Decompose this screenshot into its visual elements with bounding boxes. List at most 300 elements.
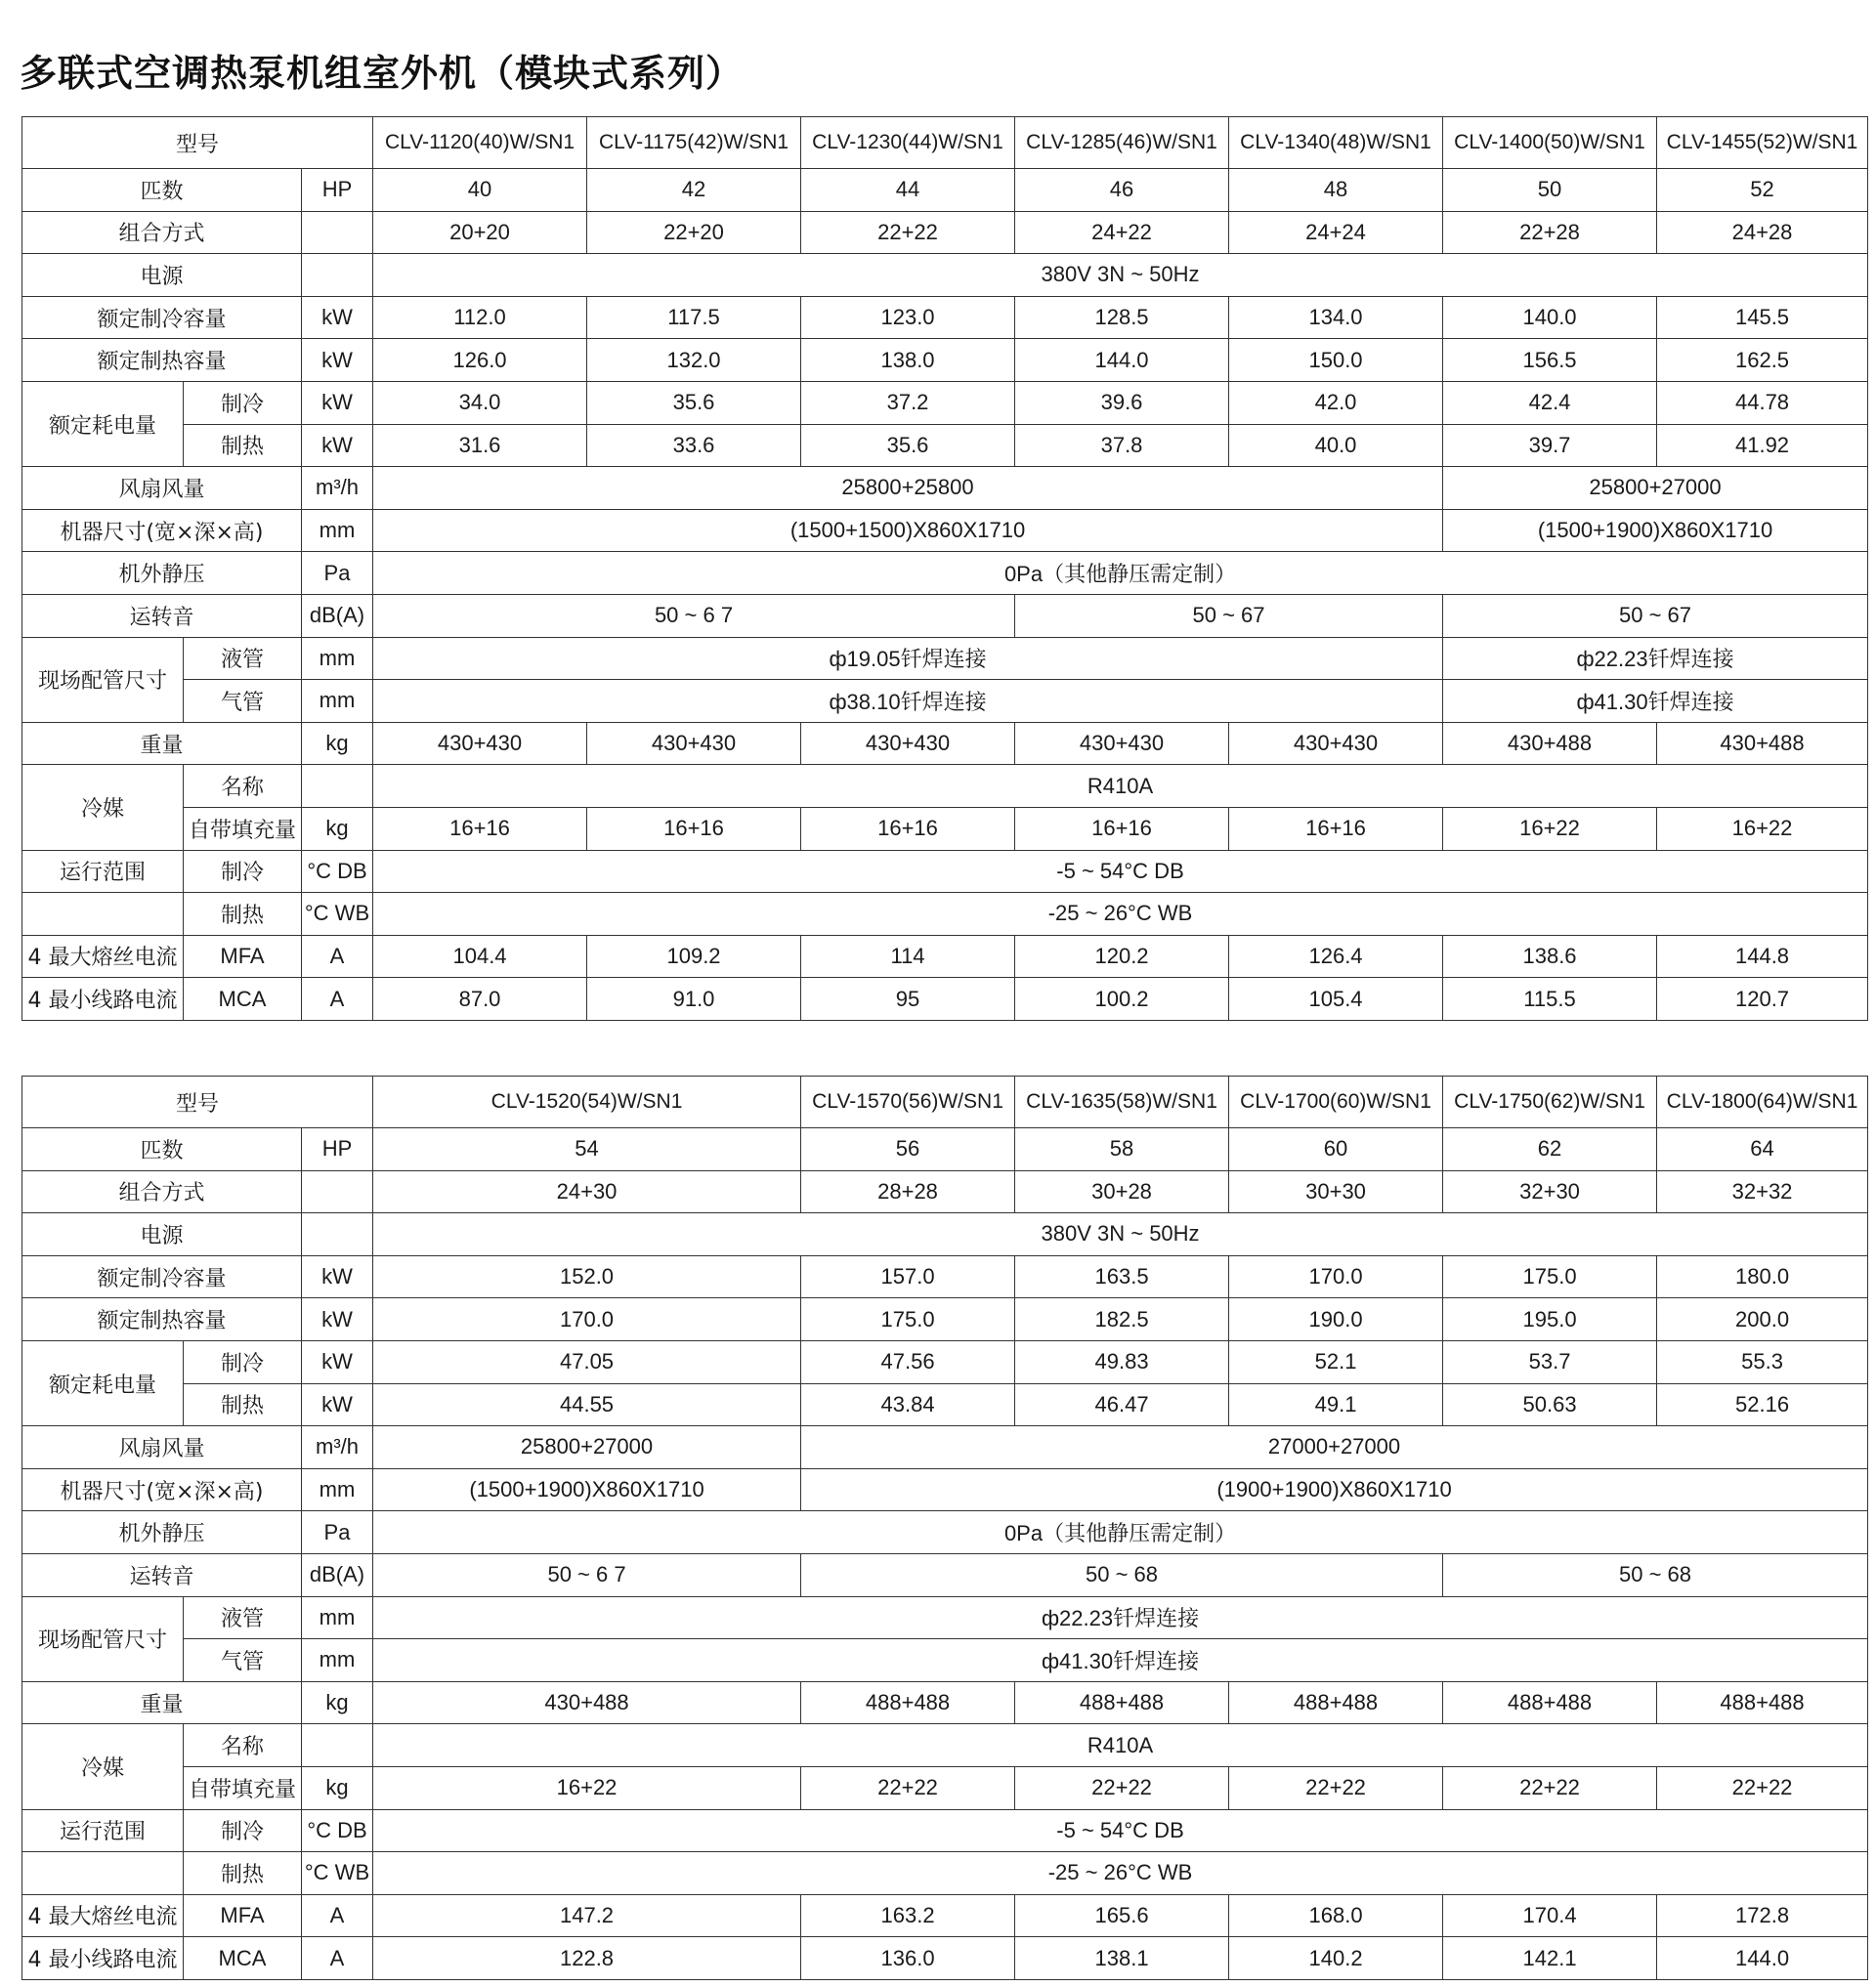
value-cell: 175.0 bbox=[1443, 1255, 1657, 1298]
table-row-power bbox=[22, 254, 1868, 297]
value-cell: 47.56 bbox=[801, 1340, 1015, 1383]
unit-cell: mm bbox=[302, 1596, 373, 1639]
value-cell: 41.92 bbox=[1657, 424, 1868, 467]
value-cell: 182.5 bbox=[1015, 1298, 1229, 1341]
table-row-heat-power bbox=[22, 1383, 1868, 1426]
sub-label-gas: 气管 bbox=[184, 680, 302, 723]
value-cell: 430+488 bbox=[373, 1681, 801, 1724]
sub-label-charge: 自带填充量 bbox=[184, 807, 302, 850]
sub-label-ref-name: 名称 bbox=[184, 765, 302, 808]
model-cell: CLV-1635(58)W/SN1 bbox=[1015, 1077, 1229, 1128]
value-cell: 430+430 bbox=[373, 722, 587, 765]
value-cell: 39.6 bbox=[1015, 381, 1229, 424]
value-cell: 46.47 bbox=[1015, 1383, 1229, 1426]
value-cell: 180.0 bbox=[1657, 1255, 1868, 1298]
value-cell: 126.0 bbox=[373, 339, 587, 382]
row-label-hp: 匹数 bbox=[22, 1128, 302, 1171]
value-cell: 95 bbox=[801, 978, 1015, 1021]
unit-cell: A bbox=[302, 935, 373, 978]
value-cell: 16+22 bbox=[373, 1766, 801, 1809]
value-cell: 44 bbox=[801, 169, 1015, 212]
row-label-size: 机器尺寸(宽×深×高) bbox=[22, 509, 302, 552]
value-cell: 22+20 bbox=[587, 211, 801, 254]
value-cell: 31.6 bbox=[373, 424, 587, 467]
table-row-range-heat bbox=[22, 1852, 1868, 1895]
sub-label-charge: 自带填充量 bbox=[184, 1766, 302, 1809]
value-cell: (1500+1500)X860X1710 bbox=[373, 509, 1443, 552]
model-cell: CLV-1285(46)W/SN1 bbox=[1015, 117, 1229, 169]
value-cell: -25 ~ 26°C WB bbox=[373, 893, 1868, 936]
row-label-refrigerant: 冷媒 bbox=[22, 1724, 184, 1809]
value-cell: 0Pa（其他静压需定制） bbox=[373, 1511, 1868, 1554]
table-row-range-cool bbox=[22, 1809, 1868, 1852]
value-cell: ф19.05钎焊连接 bbox=[373, 637, 1443, 680]
value-cell: ф41.30钎焊连接 bbox=[373, 1639, 1868, 1682]
unit-cell: °C WB bbox=[302, 1852, 373, 1895]
value-cell: 91.0 bbox=[587, 978, 801, 1021]
value-cell: 53.7 bbox=[1443, 1340, 1657, 1383]
value-cell: 126.4 bbox=[1229, 935, 1443, 978]
value-cell: (1500+1900)X860X1710 bbox=[373, 1468, 801, 1511]
value-cell: 488+488 bbox=[1229, 1681, 1443, 1724]
unit-cell: kW bbox=[302, 381, 373, 424]
table-row-weight bbox=[22, 1681, 1868, 1724]
value-cell: 104.4 bbox=[373, 935, 587, 978]
row-label-power: 电源 bbox=[22, 1213, 302, 1256]
unit-cell: kW bbox=[302, 1383, 373, 1426]
row-label-combo: 组合方式 bbox=[22, 1170, 302, 1213]
table-row-cool-capacity bbox=[22, 296, 1868, 339]
value-cell: 22+22 bbox=[1015, 1766, 1229, 1809]
model-cell: CLV-1520(54)W/SN1 bbox=[373, 1077, 801, 1128]
unit-cell: kW bbox=[302, 296, 373, 339]
value-cell: (1500+1900)X860X1710 bbox=[1443, 509, 1868, 552]
value-cell: 50 ~ 6 7 bbox=[373, 1553, 801, 1596]
value-cell: 24+24 bbox=[1229, 211, 1443, 254]
value-cell: 488+488 bbox=[1657, 1681, 1868, 1724]
value-cell: 25800+27000 bbox=[373, 1426, 801, 1469]
unit-cell: kg bbox=[302, 807, 373, 850]
value-cell: 114 bbox=[801, 935, 1015, 978]
value-cell: 430+488 bbox=[1657, 722, 1868, 765]
sub-label-gas: 气管 bbox=[184, 1639, 302, 1682]
row-label-hp: 匹数 bbox=[22, 169, 302, 212]
sub-label-heat: 制热 bbox=[184, 424, 302, 467]
sub-label-liquid: 液管 bbox=[184, 637, 302, 680]
unit-cell: Pa bbox=[302, 1511, 373, 1554]
row-label-heat-capacity: 额定制热容量 bbox=[22, 1298, 302, 1341]
value-cell: 145.5 bbox=[1657, 296, 1868, 339]
table-row-liquid-pipe bbox=[22, 1596, 1868, 1639]
table-row-power bbox=[22, 1213, 1868, 1256]
value-cell: 134.0 bbox=[1229, 296, 1443, 339]
value-cell: 50 ~ 67 bbox=[1015, 594, 1443, 637]
table-row-static bbox=[22, 552, 1868, 595]
value-cell: 142.1 bbox=[1443, 1937, 1657, 1980]
value-cell: 52.16 bbox=[1657, 1383, 1868, 1426]
unit-cell: kW bbox=[302, 1255, 373, 1298]
value-cell: 60 bbox=[1229, 1128, 1443, 1171]
value-cell: R410A bbox=[373, 1724, 1868, 1767]
unit-cell: °C WB bbox=[302, 893, 373, 936]
value-cell: 157.0 bbox=[801, 1255, 1015, 1298]
value-cell: 170.0 bbox=[1229, 1255, 1443, 1298]
row-label-noise: 运转音 bbox=[22, 1553, 302, 1596]
row-label-cool-capacity: 额定制冷容量 bbox=[22, 296, 302, 339]
row-label-power: 电源 bbox=[22, 254, 302, 297]
value-cell: 16+16 bbox=[373, 807, 587, 850]
row-label-empty bbox=[22, 1852, 184, 1895]
model-cell: CLV-1400(50)W/SN1 bbox=[1443, 117, 1657, 169]
value-cell: 50 bbox=[1443, 169, 1657, 212]
unit-cell: kg bbox=[302, 1681, 373, 1724]
value-cell: 22+28 bbox=[1443, 211, 1657, 254]
row-label-model: 型号 bbox=[22, 1077, 373, 1128]
value-cell: -25 ~ 26°C WB bbox=[373, 1852, 1868, 1895]
value-cell: 120.2 bbox=[1015, 935, 1229, 978]
model-cell: CLV-1230(44)W/SN1 bbox=[801, 117, 1015, 169]
table-row-mfa bbox=[22, 1894, 1868, 1937]
row-label-combo: 组合方式 bbox=[22, 211, 302, 254]
value-cell: 58 bbox=[1015, 1128, 1229, 1171]
value-cell: 168.0 bbox=[1229, 1894, 1443, 1937]
value-cell: 380V 3N ~ 50Hz bbox=[373, 1213, 1868, 1256]
unit-cell: °C DB bbox=[302, 1809, 373, 1852]
table-row-airflow bbox=[22, 1426, 1868, 1469]
value-cell: 138.6 bbox=[1443, 935, 1657, 978]
value-cell: 30+30 bbox=[1229, 1170, 1443, 1213]
value-cell: 55.3 bbox=[1657, 1340, 1868, 1383]
value-cell: 117.5 bbox=[587, 296, 801, 339]
value-cell: 165.6 bbox=[1015, 1894, 1229, 1937]
table-row-gas-pipe bbox=[22, 1639, 1868, 1682]
table-row-combo bbox=[22, 211, 1868, 254]
value-cell: 32+30 bbox=[1443, 1170, 1657, 1213]
unit-cell: mm bbox=[302, 509, 373, 552]
sub-label-mca: MCA bbox=[184, 978, 302, 1021]
value-cell: 62 bbox=[1443, 1128, 1657, 1171]
value-cell: R410A bbox=[373, 765, 1868, 808]
value-cell: 488+488 bbox=[1443, 1681, 1657, 1724]
unit-cell bbox=[302, 1170, 373, 1213]
value-cell: 140.2 bbox=[1229, 1937, 1443, 1980]
sub-label-cool: 制冷 bbox=[184, 381, 302, 424]
table-row-heat-capacity bbox=[22, 1298, 1868, 1341]
row-label-empty bbox=[22, 893, 184, 936]
table-row-cool-power bbox=[22, 1340, 1868, 1383]
value-cell: 40.0 bbox=[1229, 424, 1443, 467]
value-cell: 128.5 bbox=[1015, 296, 1229, 339]
table-row-liquid-pipe bbox=[22, 637, 1868, 680]
unit-cell: m³/h bbox=[302, 1426, 373, 1469]
value-cell: 144.0 bbox=[1657, 1937, 1868, 1980]
unit-cell bbox=[302, 765, 373, 808]
table-row-charge bbox=[22, 807, 1868, 850]
value-cell: 16+16 bbox=[587, 807, 801, 850]
value-cell: 170.4 bbox=[1443, 1894, 1657, 1937]
row-label-piping: 现场配管尺寸 bbox=[22, 637, 184, 722]
row-label-piping: 现场配管尺寸 bbox=[22, 1596, 184, 1681]
table-row-size bbox=[22, 1468, 1868, 1511]
value-cell: 42.0 bbox=[1229, 381, 1443, 424]
row-label-mfa: 4 最大熔丝电流 bbox=[22, 1894, 184, 1937]
value-cell: ф22.23钎焊连接 bbox=[1443, 637, 1868, 680]
value-cell: 430+430 bbox=[801, 722, 1015, 765]
sub-label-mfa: MFA bbox=[184, 1894, 302, 1937]
unit-cell: mm bbox=[302, 680, 373, 723]
value-cell: 136.0 bbox=[801, 1937, 1015, 1980]
value-cell: 50 ~ 68 bbox=[801, 1553, 1443, 1596]
value-cell: 25800+25800 bbox=[373, 467, 1443, 510]
value-cell: 430+430 bbox=[587, 722, 801, 765]
model-cell: CLV-1700(60)W/SN1 bbox=[1229, 1077, 1443, 1128]
unit-cell: kW bbox=[302, 1340, 373, 1383]
unit-cell bbox=[302, 1724, 373, 1767]
value-cell: 488+488 bbox=[1015, 1681, 1229, 1724]
table-row-cool-power bbox=[22, 381, 1868, 424]
value-cell: 0Pa（其他静压需定制） bbox=[373, 552, 1868, 595]
value-cell: 430+488 bbox=[1443, 722, 1657, 765]
value-cell: 190.0 bbox=[1229, 1298, 1443, 1341]
value-cell: 147.2 bbox=[373, 1894, 801, 1937]
value-cell: 25800+27000 bbox=[1443, 467, 1868, 510]
value-cell: ф22.23钎焊连接 bbox=[373, 1596, 1868, 1639]
value-cell: 49.83 bbox=[1015, 1340, 1229, 1383]
value-cell: 44.78 bbox=[1657, 381, 1868, 424]
value-cell: 43.84 bbox=[801, 1383, 1015, 1426]
row-label-power-input: 额定耗电量 bbox=[22, 1340, 184, 1425]
value-cell: 35.6 bbox=[801, 424, 1015, 467]
value-cell: 48 bbox=[1229, 169, 1443, 212]
unit-cell bbox=[302, 254, 373, 297]
sub-label-cool: 制冷 bbox=[184, 1809, 302, 1852]
value-cell: 16+22 bbox=[1443, 807, 1657, 850]
value-cell: 50 ~ 68 bbox=[1443, 1553, 1868, 1596]
table-row-range-cool bbox=[22, 850, 1868, 893]
unit-cell: A bbox=[302, 1894, 373, 1937]
model-cell: CLV-1750(62)W/SN1 bbox=[1443, 1077, 1657, 1128]
table-row-size bbox=[22, 509, 1868, 552]
value-cell: 40 bbox=[373, 169, 587, 212]
row-label-refrigerant: 冷媒 bbox=[22, 765, 184, 850]
value-cell: 22+22 bbox=[801, 211, 1015, 254]
value-cell: 87.0 bbox=[373, 978, 587, 1021]
value-cell: 42 bbox=[587, 169, 801, 212]
sub-label-mfa: MFA bbox=[184, 935, 302, 978]
value-cell: (1900+1900)X860X1710 bbox=[801, 1468, 1868, 1511]
unit-cell: dB(A) bbox=[302, 1553, 373, 1596]
model-cell: CLV-1340(48)W/SN1 bbox=[1229, 117, 1443, 169]
row-label-noise: 运转音 bbox=[22, 594, 302, 637]
table-row-model bbox=[22, 1077, 1868, 1128]
sub-label-mca: MCA bbox=[184, 1937, 302, 1980]
value-cell: 46 bbox=[1015, 169, 1229, 212]
value-cell: 100.2 bbox=[1015, 978, 1229, 1021]
unit-cell: dB(A) bbox=[302, 594, 373, 637]
value-cell: 28+28 bbox=[801, 1170, 1015, 1213]
value-cell: 52 bbox=[1657, 169, 1868, 212]
table-row-mca bbox=[22, 978, 1868, 1021]
value-cell: 112.0 bbox=[373, 296, 587, 339]
value-cell: 54 bbox=[373, 1128, 801, 1171]
value-cell: 49.1 bbox=[1229, 1383, 1443, 1426]
value-cell: 380V 3N ~ 50Hz bbox=[373, 254, 1868, 297]
spec-table-2 bbox=[21, 1076, 1868, 1980]
unit-cell: kW bbox=[302, 1298, 373, 1341]
table-row-model bbox=[22, 117, 1868, 169]
table-row-gas-pipe bbox=[22, 680, 1868, 723]
table-row-hp bbox=[22, 1128, 1868, 1171]
row-label-static: 机外静压 bbox=[22, 1511, 302, 1554]
sub-label-cool: 制冷 bbox=[184, 850, 302, 893]
row-label-power-input: 额定耗电量 bbox=[22, 381, 184, 466]
page-title: 多联式空调热泵机组室外机（模块式系列） bbox=[20, 52, 745, 95]
value-cell: 162.5 bbox=[1657, 339, 1868, 382]
value-cell: 20+20 bbox=[373, 211, 587, 254]
table-row-range-heat bbox=[22, 893, 1868, 936]
sub-label-liquid: 液管 bbox=[184, 1596, 302, 1639]
value-cell: ф41.30钎焊连接 bbox=[1443, 680, 1868, 723]
row-label-weight: 重量 bbox=[22, 722, 302, 765]
value-cell: 24+22 bbox=[1015, 211, 1229, 254]
value-cell: 105.4 bbox=[1229, 978, 1443, 1021]
value-cell: 22+22 bbox=[1657, 1766, 1868, 1809]
table-row-hp bbox=[22, 169, 1868, 212]
row-label-airflow: 风扇风量 bbox=[22, 467, 302, 510]
table-row-static bbox=[22, 1511, 1868, 1554]
value-cell: 34.0 bbox=[373, 381, 587, 424]
value-cell: 50 ~ 67 bbox=[1443, 594, 1868, 637]
value-cell: 122.8 bbox=[373, 1937, 801, 1980]
unit-cell: kW bbox=[302, 339, 373, 382]
unit-cell: mm bbox=[302, 637, 373, 680]
sub-label-heat: 制热 bbox=[184, 893, 302, 936]
value-cell: 39.7 bbox=[1443, 424, 1657, 467]
sub-label-ref-name: 名称 bbox=[184, 1724, 302, 1767]
value-cell: 175.0 bbox=[801, 1298, 1015, 1341]
value-cell: 138.1 bbox=[1015, 1937, 1229, 1980]
row-label-range: 运行范围 bbox=[22, 1809, 184, 1852]
value-cell: 163.5 bbox=[1015, 1255, 1229, 1298]
value-cell: 488+488 bbox=[801, 1681, 1015, 1724]
sub-label-heat: 制热 bbox=[184, 1852, 302, 1895]
value-cell: 132.0 bbox=[587, 339, 801, 382]
value-cell: 16+16 bbox=[801, 807, 1015, 850]
row-label-size: 机器尺寸(宽×深×高) bbox=[22, 1468, 302, 1511]
value-cell: 50.63 bbox=[1443, 1383, 1657, 1426]
row-label-mca: 4 最小线路电流 bbox=[22, 978, 184, 1021]
table-row-noise bbox=[22, 594, 1868, 637]
table-row-combo bbox=[22, 1170, 1868, 1213]
value-cell: 140.0 bbox=[1443, 296, 1657, 339]
table-row-heat-power bbox=[22, 424, 1868, 467]
value-cell: 22+22 bbox=[1443, 1766, 1657, 1809]
value-cell: 195.0 bbox=[1443, 1298, 1657, 1341]
value-cell: 56 bbox=[801, 1128, 1015, 1171]
value-cell: 22+22 bbox=[1229, 1766, 1443, 1809]
value-cell: -5 ~ 54°C DB bbox=[373, 850, 1868, 893]
unit-cell: HP bbox=[302, 1128, 373, 1171]
value-cell: -5 ~ 54°C DB bbox=[373, 1809, 1868, 1852]
value-cell: 24+28 bbox=[1657, 211, 1868, 254]
value-cell: 144.8 bbox=[1657, 935, 1868, 978]
value-cell: 430+430 bbox=[1229, 722, 1443, 765]
value-cell: ф38.10钎焊连接 bbox=[373, 680, 1443, 723]
value-cell: 27000+27000 bbox=[801, 1426, 1868, 1469]
model-cell: CLV-1175(42)W/SN1 bbox=[587, 117, 801, 169]
value-cell: 47.05 bbox=[373, 1340, 801, 1383]
unit-cell: kW bbox=[302, 424, 373, 467]
unit-cell: °C DB bbox=[302, 850, 373, 893]
row-label-cool-capacity: 额定制冷容量 bbox=[22, 1255, 302, 1298]
value-cell: 42.4 bbox=[1443, 381, 1657, 424]
value-cell: 33.6 bbox=[587, 424, 801, 467]
unit-cell: mm bbox=[302, 1468, 373, 1511]
spec-table-1 bbox=[21, 116, 1868, 1021]
value-cell: 109.2 bbox=[587, 935, 801, 978]
unit-cell: kg bbox=[302, 1766, 373, 1809]
row-label-model: 型号 bbox=[22, 117, 373, 169]
value-cell: 37.8 bbox=[1015, 424, 1229, 467]
unit-cell: kg bbox=[302, 722, 373, 765]
unit-cell: Pa bbox=[302, 552, 373, 595]
value-cell: 138.0 bbox=[801, 339, 1015, 382]
row-label-mca: 4 最小线路电流 bbox=[22, 1937, 184, 1980]
table-row-weight bbox=[22, 722, 1868, 765]
value-cell: 30+28 bbox=[1015, 1170, 1229, 1213]
value-cell: 170.0 bbox=[373, 1298, 801, 1341]
model-cell: CLV-1570(56)W/SN1 bbox=[801, 1077, 1015, 1128]
table-row-cool-capacity bbox=[22, 1255, 1868, 1298]
table-row-airflow bbox=[22, 467, 1868, 510]
value-cell: 156.5 bbox=[1443, 339, 1657, 382]
model-cell: CLV-1800(64)W/SN1 bbox=[1657, 1077, 1868, 1128]
sub-label-cool: 制冷 bbox=[184, 1340, 302, 1383]
value-cell: 144.0 bbox=[1015, 339, 1229, 382]
value-cell: 64 bbox=[1657, 1128, 1868, 1171]
row-label-range: 运行范围 bbox=[22, 850, 184, 893]
unit-cell: HP bbox=[302, 169, 373, 212]
value-cell: 150.0 bbox=[1229, 339, 1443, 382]
value-cell: 32+32 bbox=[1657, 1170, 1868, 1213]
value-cell: 163.2 bbox=[801, 1894, 1015, 1937]
row-label-airflow: 风扇风量 bbox=[22, 1426, 302, 1469]
value-cell: 37.2 bbox=[801, 381, 1015, 424]
value-cell: 172.8 bbox=[1657, 1894, 1868, 1937]
value-cell: 200.0 bbox=[1657, 1298, 1868, 1341]
value-cell: 430+430 bbox=[1015, 722, 1229, 765]
row-label-weight: 重量 bbox=[22, 1681, 302, 1724]
unit-cell: m³/h bbox=[302, 467, 373, 510]
model-cell: CLV-1120(40)W/SN1 bbox=[373, 117, 587, 169]
value-cell: 22+22 bbox=[801, 1766, 1015, 1809]
table-row-mca bbox=[22, 1937, 1868, 1980]
value-cell: 24+30 bbox=[373, 1170, 801, 1213]
table-row-heat-capacity bbox=[22, 339, 1868, 382]
unit-cell bbox=[302, 1213, 373, 1256]
value-cell: 16+16 bbox=[1015, 807, 1229, 850]
unit-cell: mm bbox=[302, 1639, 373, 1682]
value-cell: 120.7 bbox=[1657, 978, 1868, 1021]
value-cell: 16+22 bbox=[1657, 807, 1868, 850]
unit-cell: A bbox=[302, 978, 373, 1021]
value-cell: 123.0 bbox=[801, 296, 1015, 339]
row-label-mfa: 4 最大熔丝电流 bbox=[22, 935, 184, 978]
table-row-charge bbox=[22, 1766, 1868, 1809]
table-row-mfa bbox=[22, 935, 1868, 978]
value-cell: 35.6 bbox=[587, 381, 801, 424]
table-row-refrigerant bbox=[22, 765, 1868, 808]
